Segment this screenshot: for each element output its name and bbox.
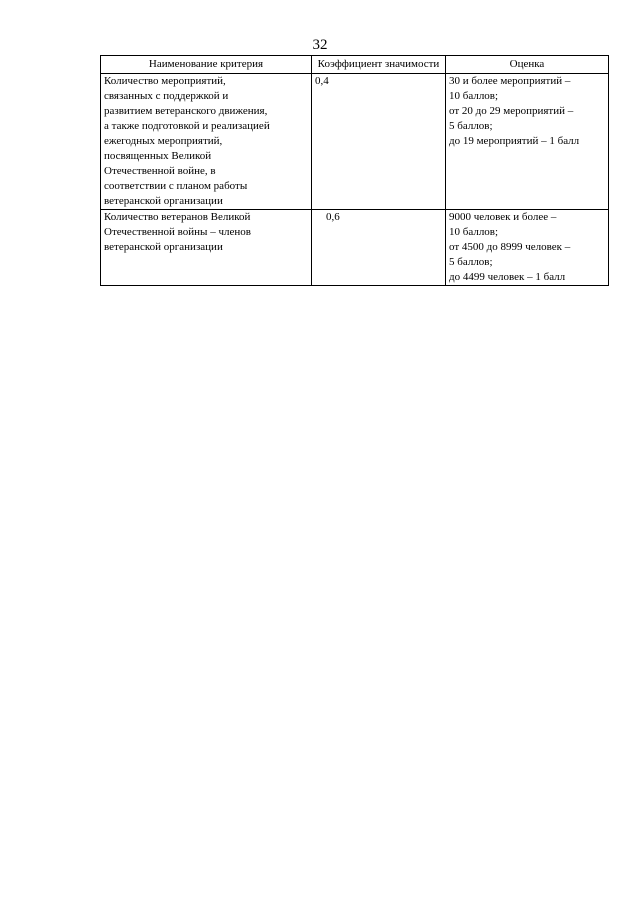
header-score: Оценка [446,56,609,74]
score-line: 10 баллов; [449,90,499,102]
coefficient-cell: 0,4 [312,74,446,210]
score-line: до 19 мероприятий – 1 балл [449,135,580,147]
page-number: 32 [312,37,328,53]
criterion-line: а также подготовкой и реализацией [104,120,270,132]
criterion-cell [101,74,312,210]
criterion-line: развитием ветеранского движения, [104,105,268,117]
table-row [101,210,609,286]
criterion-line: посвященных Великой [104,150,212,162]
criterion-cell [101,210,312,286]
criterion-line: Отечественной войны – членов [104,226,251,238]
header-criterion-name: Наименование критерия [101,56,312,74]
criterion-line: связанных с поддержкой и [104,90,229,102]
score-line: 5 баллов; [449,256,493,268]
criterion-line: Отечественной войне, в [104,165,216,177]
criterion-line: ветеранской организации [104,241,223,253]
score-cell [446,74,609,210]
table-header-row [101,56,609,74]
criterion-line: соответствии с планом работы [104,180,248,192]
criterion-line: ветеранской организации [104,195,223,207]
score-line: от 20 до 29 мероприятий – [449,105,574,117]
criterion-line: Количество ветеранов Великой [104,211,251,223]
coefficient-cell: 0,6 [312,210,446,286]
score-line: 5 баллов; [449,120,493,132]
criterion-line: Количество мероприятий, [104,75,226,87]
score-line: 10 баллов; [449,226,499,238]
score-line: до 4499 человек – 1 балл [449,271,566,283]
score-line: 9000 человек и более – [449,211,557,223]
score-line: от 4500 до 8999 человек – [449,241,571,253]
criterion-line: ежегодных мероприятий, [104,135,223,147]
header-coefficient: Коэффициент значимости [312,56,446,74]
table-row [101,74,609,210]
score-cell [446,210,609,286]
score-line: 30 и более мероприятий – [449,75,571,87]
criteria-table [100,55,609,286]
